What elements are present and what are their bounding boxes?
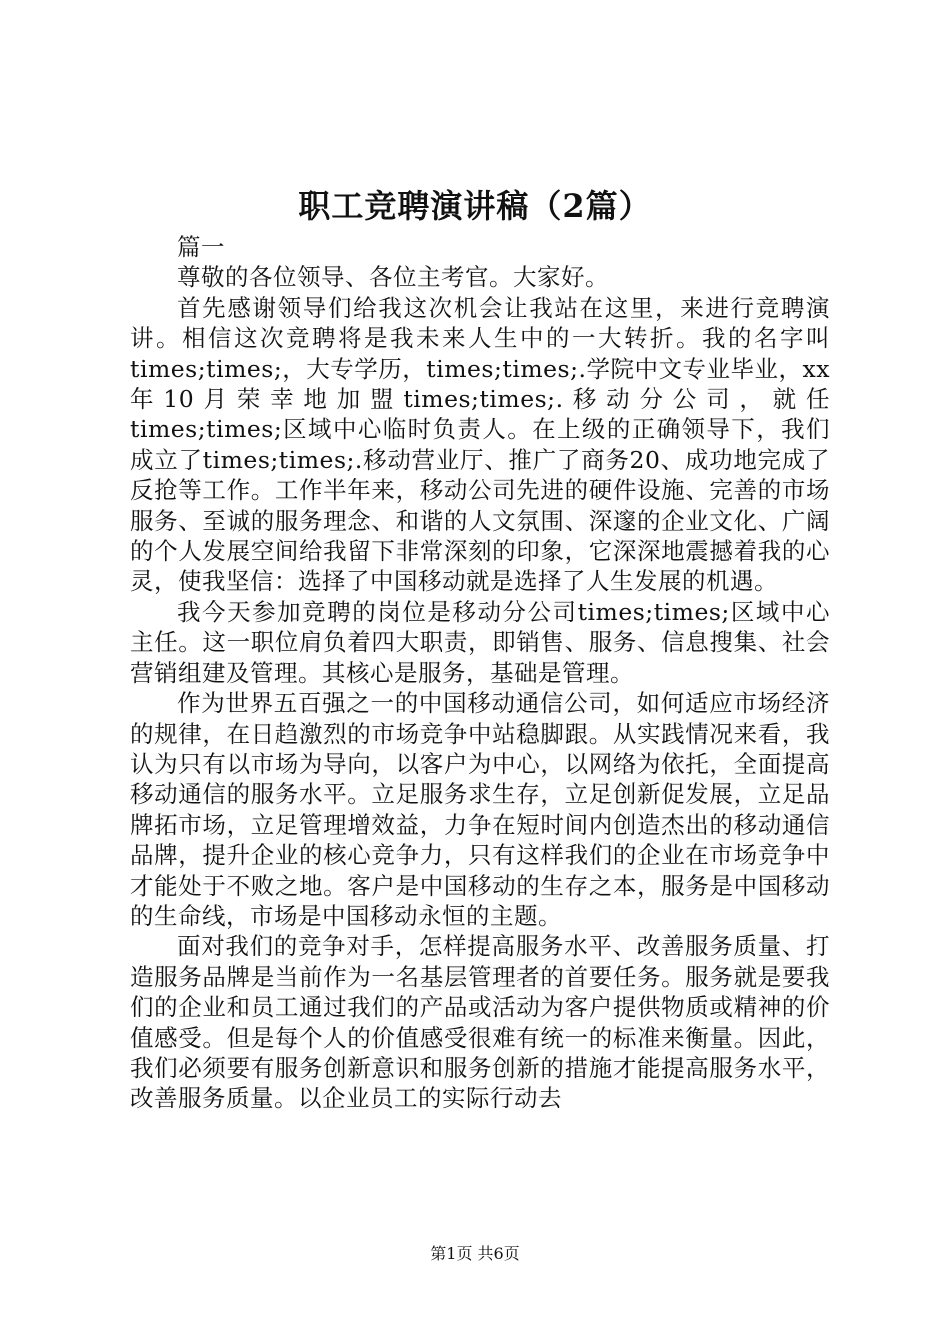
paragraph-greeting: 尊敬的各位领导、各位主考官。大家好。 [177,263,609,292]
paragraph: 我今天参加竞聘的岗位是移动分公司times;times;区域中心主任。这一职位肩负着四大职责，即销售、服务、信息搜集、社会营销组建及管理。其核心是服务，基础是管理。 [130,597,830,687]
paragraph: 作为世界五百强之一的中国移动通信公司，如何适应市场经济的规律，在日趋激烈的市场竞争中站稳脚跟。从实践情况来看，我认为只有以市场为导向，以客户为中心，以网络为依托，全面提高移动通信的服务水平。立足服务求生存，立足创新促发展，立足品牌拓市场，立足管理增效益，力争在短时间内创造杰出的移动通信品牌，提升企业的核心竞争力，只有这样我们的企业在市场竞争中才能处于不败之地。客户是中国移动的生存之本，服务是中国移动的生命线，市场是中国移动永恒的主题。 [130,689,830,930]
paragraph: 面对我们的竞争对手，怎样提高服务水平、改善服务质量、打造服务品牌是当前作为一名基层管理者的首要任务。服务就是要我们的企业和员工通过我们的产品或活动为客户提供物质或精神的价值感受。但是每个人的价值感受很难有统一的标准来衡量。因此，我们必须要有服务创新意识和服务创新的措施才能提高服务水平，改善服务质量。以企业员工的实际行动去 [130,932,830,1113]
paragraph: 首先感谢领导们给我这次机会让我站在这里，来进行竞聘演讲。相信这次竞聘将是我未来人生中的一大转折。我的名字叫times;times;，大专学历，times;times;.学院中文专业毕业，xx年10月荣幸地加盟times;times;.移动分公司，就任times;times;区域中心临时负责人。在上级的正确领导下，我们成立了times;times;.移动营业厅、推广了商务20、成功地完成了反抢等工作。工作半年来，移动公司先进的硬件设施、完善的市场服务、至诚的服务理念、和谐的人文氛围、深邃的企业文化、广阔的个人发展空间给我留下非常深刻的印象，它深深地震撼着我的心灵，使我坚信：选择了中国移动就是选择了人生发展的机遇。 [130,293,830,596]
document-title: 职工竞聘演讲稿（2篇） [298,187,652,225]
document-body [130,232,830,1114]
section-heading: 篇一 [177,233,225,261]
page-number-footer: 第1页 共6页 [430,1244,520,1263]
